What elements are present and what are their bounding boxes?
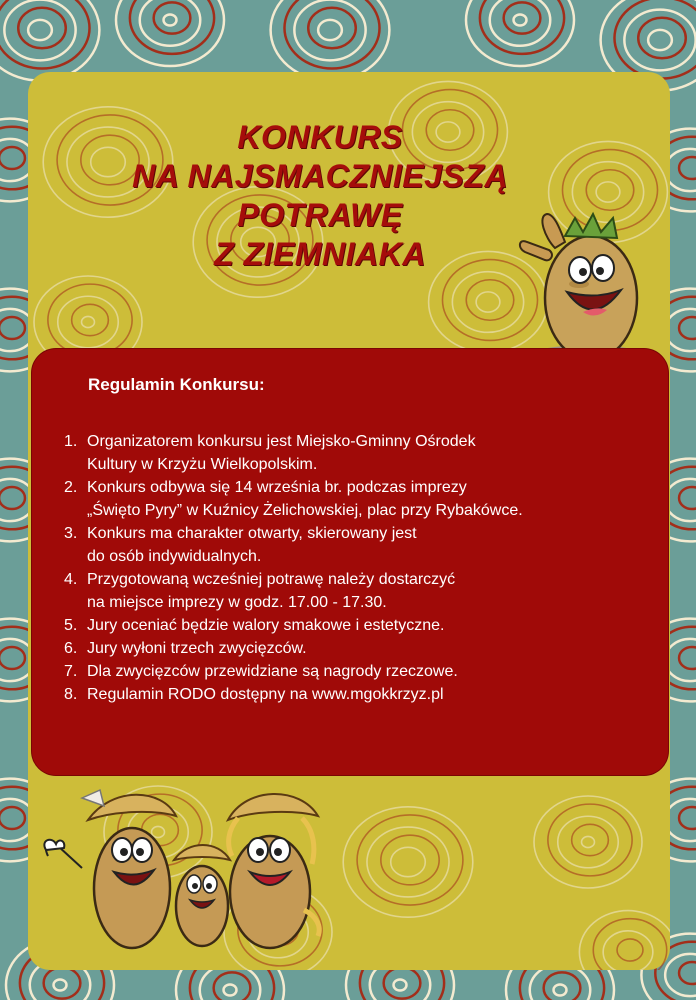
rule-number: 1. [64,433,78,450]
rule-item [64,614,654,637]
rules-heading: Regulamin Konkursu: [88,375,265,394]
rule-number: 5. [64,617,78,634]
rule-number: 3. [64,525,78,542]
title-line: NA NAJSMACZNIEJSZĄ [132,158,508,194]
rule-number: 2. [64,479,78,496]
title-line: KONKURS [237,119,403,155]
rule-text: Organizatorem konkursu jest Miejsko-Gminny Ośrodek Kultury w Krzyżu Wielkopolskim. [87,433,476,473]
rule-number: 8. [64,686,78,703]
rule-text: Przygotowaną wcześniej potrawę należy dostarczyć na miejsce imprezy w godz. 17.00 - 17.30. [87,571,456,611]
rule-text: Regulamin RODO dostępny na www.mgokkrzyz.pl [87,686,444,703]
rule-text: Dla zwycięzców przewidziane są nagrody rzeczowe. [87,663,458,680]
contest-title [110,118,530,274]
rule-text: Konkurs ma charakter otwarty, skierowany jest do osób indywidualnych. [87,525,417,565]
rule-number: 4. [64,571,78,588]
rule-text: Jury oceniać będzie walory smakowe i estetyczne. [87,617,445,634]
rule-number: 6. [64,640,78,657]
title-line: POTRAWĘ [237,197,403,233]
rule-number: 7. [64,663,78,680]
rule-item [64,568,654,614]
rule-item [64,522,654,568]
rule-item [64,430,654,476]
rule-item [64,660,654,683]
rules-list [64,430,654,706]
rule-text: Konkurs odbywa się 14 września br. podczas imprezy „Święto Pyry” w Kuźnicy Żelichowskiej, plac przy Rybakówce. [87,479,523,519]
rule-item [64,476,654,522]
rule-item [64,637,654,660]
potato-family-mascots-icon [42,780,332,956]
rule-text: Jury wyłoni trzech zwycięzców. [87,640,307,657]
rule-item [64,683,654,706]
title-line: Z ZIEMNIAKA [214,236,426,272]
